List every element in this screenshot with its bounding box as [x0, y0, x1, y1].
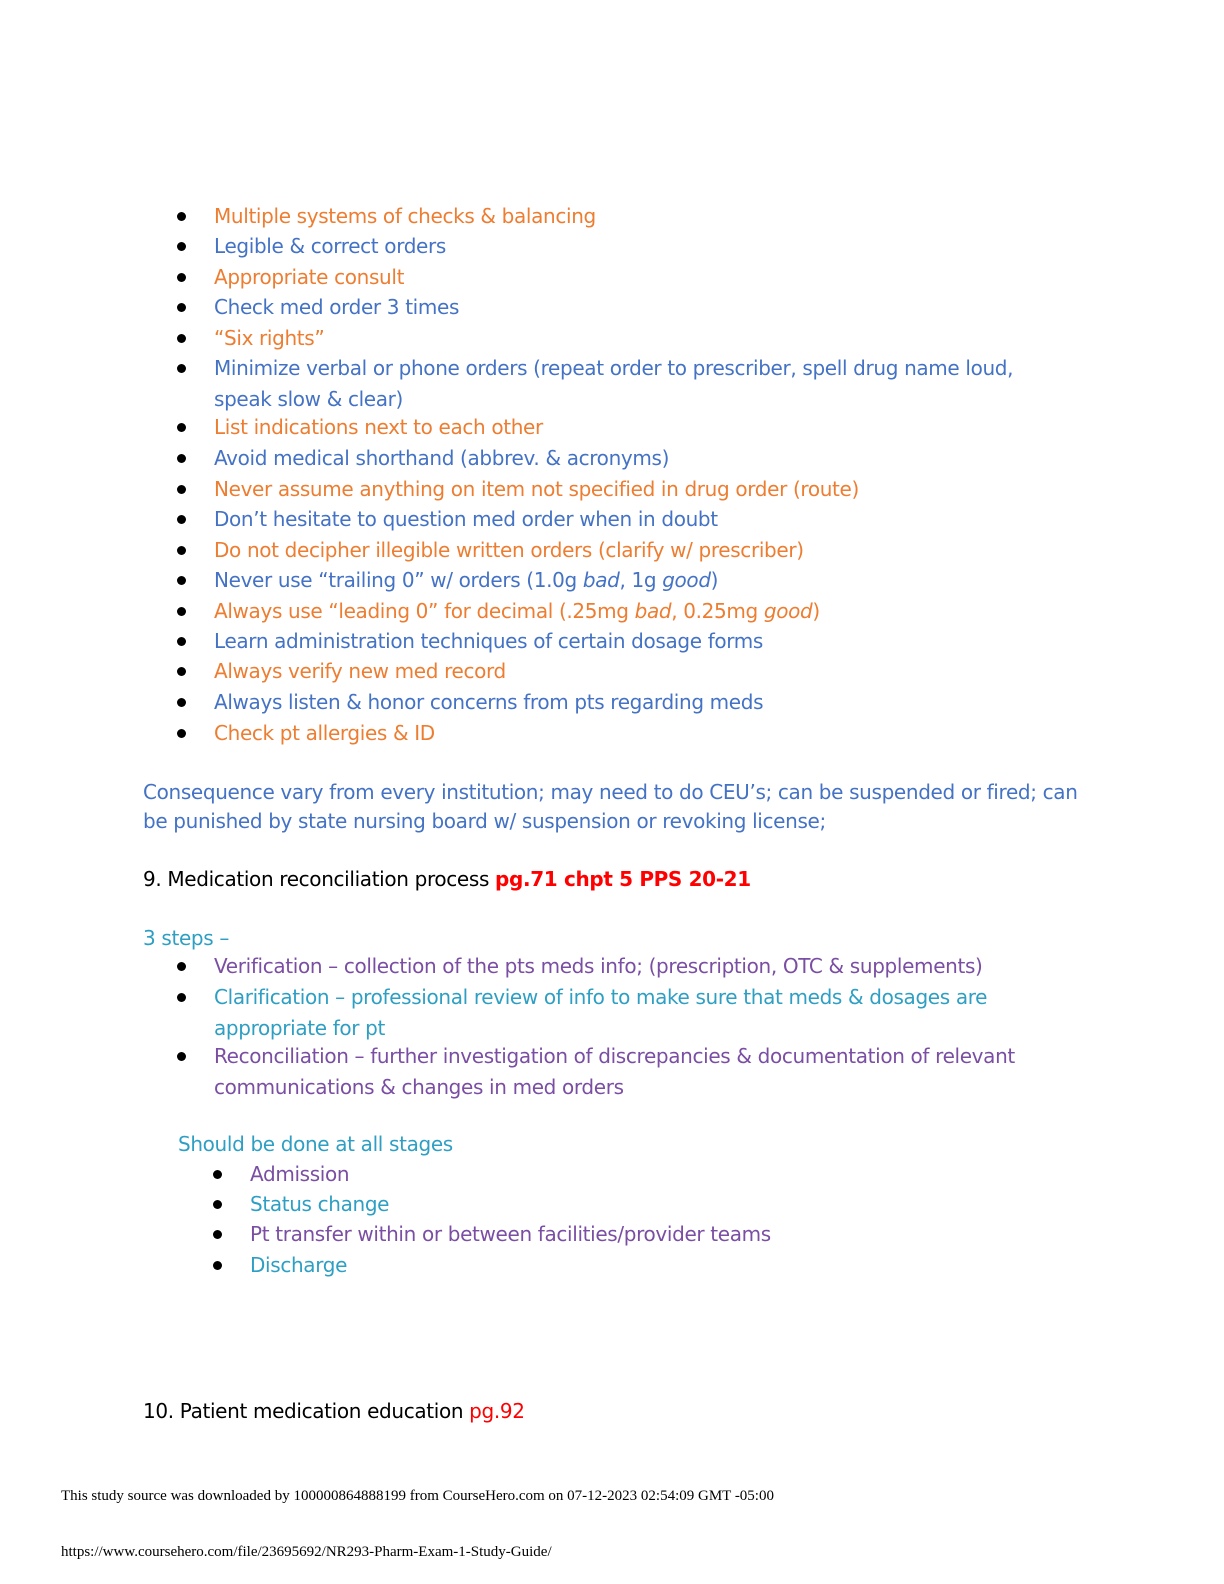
bullet-dot [177, 423, 186, 432]
list-item: Don’t hesitate to question med order when in doubt [214, 507, 718, 531]
bullet-dot [177, 667, 186, 676]
list-item: Multiple systems of checks & balancing [214, 204, 596, 228]
bullet-dot [177, 515, 186, 524]
text-segment: ) [710, 568, 719, 592]
bullet-dot [213, 1230, 222, 1239]
page-reference: pg.92 [469, 1399, 525, 1423]
list-item: Pt transfer within or between facilities/provider teams [250, 1222, 771, 1246]
bullet-dot [177, 729, 186, 738]
list-item: Always listen & honor concerns from pts regarding meds [214, 690, 764, 714]
bullet-dot [177, 454, 186, 463]
bullet-dot [177, 364, 186, 373]
bullet-dot [177, 607, 186, 616]
paragraph-line: be punished by state nursing board w/ suspension or revoking license; [143, 809, 826, 833]
bullet-dot [177, 576, 186, 585]
list-item [214, 599, 820, 623]
bullet-dot [177, 1052, 186, 1061]
list-item: Admission [250, 1162, 350, 1186]
text-segment: Always use “leading 0” for decimal (.25mg [214, 599, 635, 623]
list-item: Check pt allergies & ID [214, 721, 435, 745]
bullet-dot [213, 1200, 222, 1209]
text-segment: ) [812, 599, 820, 623]
italic-good: good [662, 568, 711, 592]
list-item-continuation: appropriate for pt [214, 1016, 385, 1040]
bullet-dot [213, 1261, 222, 1270]
list-item: Never assume anything on item not specified in drug order (route) [214, 477, 859, 501]
bullet-dot [177, 242, 186, 251]
list-item: Status change [250, 1192, 390, 1216]
download-note: This study source was downloaded by 100000864888199 from CourseHero.com on 07-12-2023 02:54:09 GMT -05:00 [61, 1488, 774, 1504]
bullet-dot [177, 698, 186, 707]
bullet-dot [213, 1170, 222, 1179]
list-item: List indications next to each other [214, 415, 543, 439]
list-item: Appropriate consult [214, 265, 405, 289]
bullet-dot [177, 993, 186, 1002]
paragraph-line: Consequence vary from every institution; may need to do CEU’s; can be suspended or fired; can [143, 780, 1078, 804]
bullet-dot [177, 962, 186, 971]
bullet-dot [177, 212, 186, 221]
italic-good: good [763, 599, 813, 623]
list-item: Verification – collection of the pts meds info; (prescription, OTC & supplements) [214, 954, 983, 978]
stages-intro: Should be done at all stages [178, 1132, 453, 1156]
bullet-dot [177, 546, 186, 555]
bullet-dot [177, 334, 186, 343]
page-reference: pg.71 chpt 5 PPS 20-21 [495, 867, 751, 891]
list-item: “Six rights” [214, 326, 325, 350]
list-item-continuation: speak slow & clear) [214, 387, 403, 411]
list-item-continuation: communications & changes in med orders [214, 1075, 624, 1099]
bullet-dot [177, 273, 186, 282]
heading-text: 9. Medication reconciliation process [143, 867, 496, 891]
list-item: Clarification – professional review of info to make sure that meds & dosages are [214, 985, 988, 1009]
bullet-dot [177, 485, 186, 494]
list-item: Discharge [250, 1253, 348, 1277]
italic-bad: bad [634, 599, 672, 623]
section-heading-10 [143, 1399, 525, 1423]
bullet-dot [177, 303, 186, 312]
list-item: Avoid medical shorthand (abbrev. & acronyms) [214, 446, 670, 470]
italic-bad: bad [582, 568, 620, 592]
text-segment: , 1g [619, 568, 663, 592]
list-item: Learn administration techniques of certain dosage forms [214, 629, 764, 653]
list-item: Minimize verbal or phone orders (repeat order to prescriber, spell drug name loud, [214, 356, 1014, 380]
list-item: Always verify new med record [214, 659, 506, 683]
section-heading-9 [143, 867, 751, 891]
list-item: Reconciliation – further investigation of discrepancies & documentation of relevant [214, 1044, 1015, 1068]
text-segment: Never use “trailing 0” w/ orders (1.0g [214, 568, 583, 592]
list-item [214, 568, 718, 592]
list-item: Do not decipher illegible written orders (clarify w/ prescriber) [214, 538, 804, 562]
source-url[interactable]: https://www.coursehero.com/file/23695692/NR293-Pharm-Exam-1-Study-Guide/ [61, 1544, 552, 1560]
bullet-dot [177, 637, 186, 646]
list-item: Check med order 3 times [214, 295, 460, 319]
list-item: Legible & correct orders [214, 234, 446, 258]
text-segment: , 0.25mg [671, 599, 764, 623]
steps-intro: 3 steps – [143, 926, 229, 950]
heading-text: 10. Patient medication education [143, 1399, 470, 1423]
